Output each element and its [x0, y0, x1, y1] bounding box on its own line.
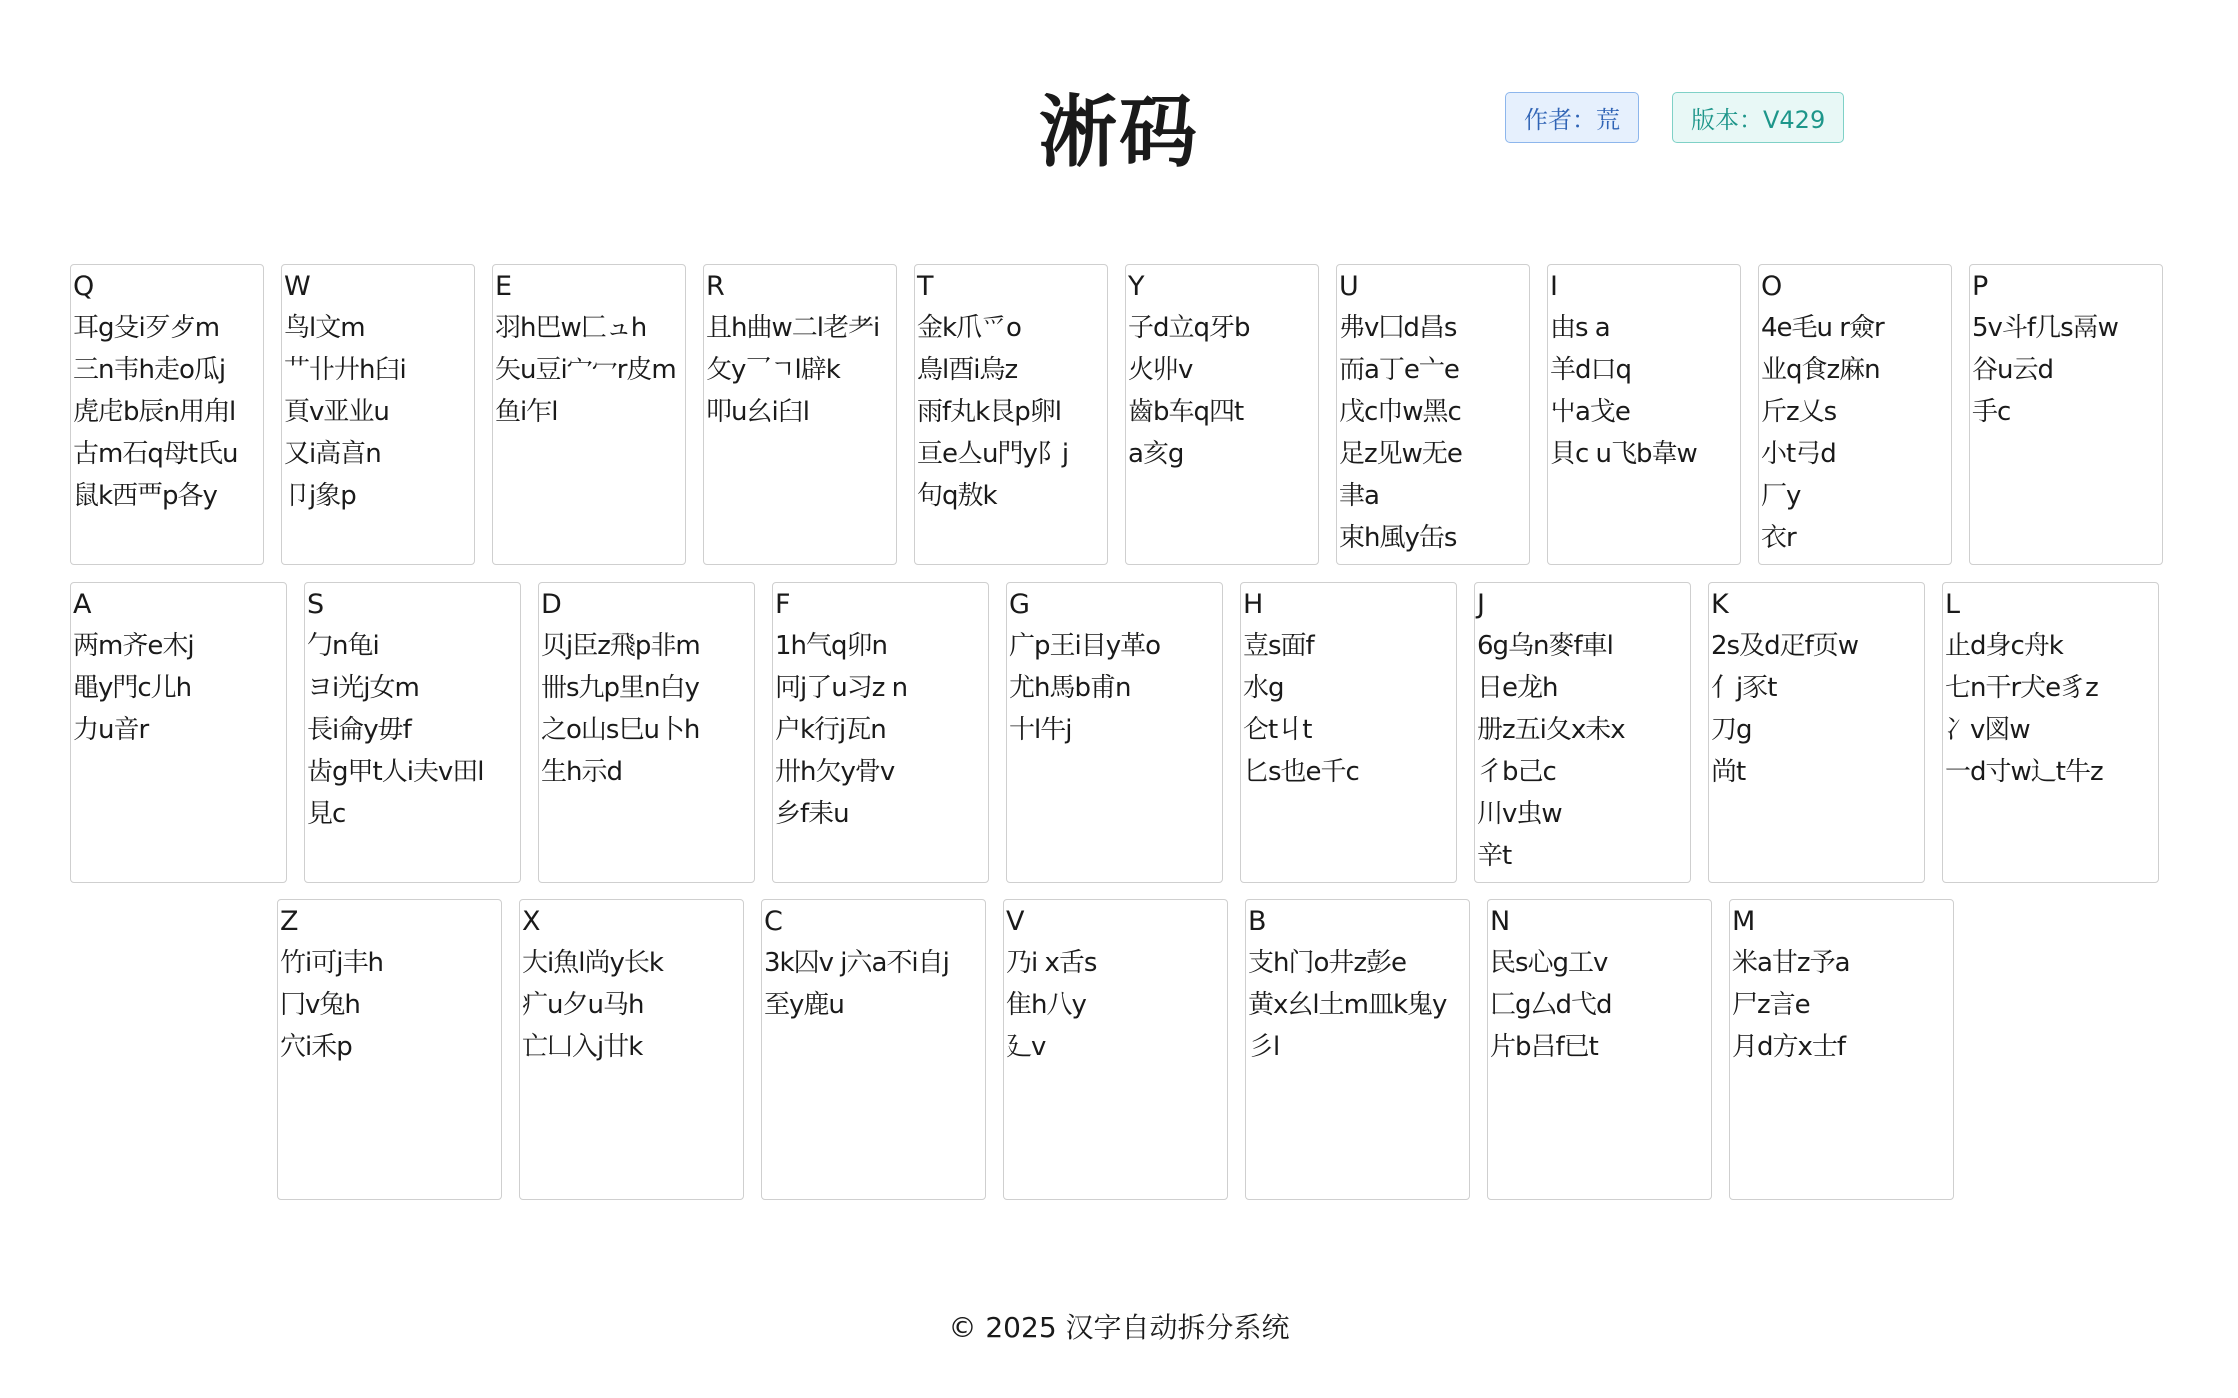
- key-letter: G: [1009, 589, 1030, 620]
- key-root-line: 足z见w无e: [1339, 439, 1462, 469]
- version-badge: 版本：V429: [1672, 92, 1844, 143]
- key-root-line: 子d立q牙b: [1128, 313, 1250, 343]
- key-root-line: 齿g甲t人i夫v田l: [307, 757, 484, 787]
- key-root-line: 疒u夕u马h: [522, 990, 644, 1020]
- key-root-line: 廴v: [1006, 1032, 1046, 1062]
- key-letter: P: [1972, 271, 1989, 302]
- author-badge: 作者：荒: [1505, 92, 1639, 143]
- key-card-p: [1969, 264, 2163, 565]
- key-root-line: 金k爪爫o: [917, 313, 1021, 343]
- key-root-line: 户k行j瓦n: [775, 715, 886, 745]
- key-card-g: [1006, 582, 1223, 883]
- key-root-line: 3k囚v j六a不i自j: [764, 948, 949, 978]
- key-card-l: [1942, 582, 2159, 883]
- key-root-line: a亥g: [1128, 439, 1184, 469]
- keyboard-row-3: [277, 899, 1954, 1200]
- key-root-line: 民s心g工v: [1490, 948, 1608, 978]
- key-letter: H: [1243, 589, 1264, 620]
- key-root-line: 谷u云d: [1972, 355, 2053, 385]
- key-root-line: ヨi光j女m: [307, 673, 419, 703]
- key-root-line: 册z五i夂x未x: [1477, 715, 1625, 745]
- keyboard-row-2: [70, 582, 2159, 883]
- key-card-t: [914, 264, 1108, 565]
- key-root-line: 冫v図w: [1945, 715, 2030, 745]
- key-root-line: 手c: [1972, 397, 2011, 427]
- key-root-line: 亘e亼u門y阝j: [917, 439, 1069, 469]
- key-card-b: [1245, 899, 1470, 1200]
- key-root-line: 三n韦h走o瓜j: [73, 355, 226, 385]
- key-letter: Q: [73, 271, 95, 302]
- key-card-k: [1708, 582, 1925, 883]
- key-card-z: [277, 899, 502, 1200]
- key-card-e: [492, 264, 686, 565]
- key-root-line: 見c: [307, 799, 346, 829]
- key-root-line: 刀g: [1711, 715, 1752, 745]
- key-letter: V: [1006, 906, 1025, 937]
- key-root-line: 而a丁e亠e: [1339, 355, 1459, 385]
- key-card-d: [538, 582, 755, 883]
- page-header: [0, 60, 2238, 178]
- key-root-line: 辛t: [1477, 841, 1512, 871]
- key-root-line: 业q食z麻n: [1761, 355, 1880, 385]
- key-root-line: 6g乌n麥f車l: [1477, 631, 1613, 661]
- key-root-line: 川v虫w: [1477, 799, 1562, 829]
- key-card-x: [519, 899, 744, 1200]
- key-root-line: 且h曲w二l老耂i: [706, 313, 880, 343]
- key-letter: J: [1477, 589, 1485, 620]
- key-root-line: 戊c巾w黑c: [1339, 397, 1461, 427]
- key-root-line: 止d身c舟k: [1945, 631, 2063, 661]
- key-root-line: 屮a戈e: [1550, 397, 1630, 427]
- key-root-line: 貝c u飞b韋w: [1550, 439, 1697, 469]
- key-card-q: [70, 264, 264, 565]
- key-root-line: 勹n龟i: [307, 631, 379, 661]
- key-root-line: 仑t丩t: [1243, 715, 1312, 745]
- key-letter: U: [1339, 271, 1359, 302]
- key-card-i: [1547, 264, 1741, 565]
- key-root-line: 乃i x舌s: [1006, 948, 1097, 978]
- key-root-line: 艹卝廾h臼i: [284, 355, 406, 385]
- key-letter: N: [1490, 906, 1511, 937]
- key-card-f: [772, 582, 989, 883]
- key-root-line: 一d寸w辶t牛z: [1945, 757, 2103, 787]
- key-root-line: 鼠k西覀p各y: [73, 481, 217, 511]
- key-root-line: 匚g厶d弋d: [1490, 990, 1612, 1020]
- key-root-line: 句q敖k: [917, 481, 997, 511]
- key-card-s: [304, 582, 521, 883]
- key-card-u: [1336, 264, 1530, 565]
- key-root-line: 耳g殳i歹歺m: [73, 313, 220, 343]
- key-root-line: 黄x幺l土m皿k鬼y: [1248, 990, 1447, 1020]
- key-root-line: 尤h馬b甫n: [1009, 673, 1131, 703]
- key-root-line: 米a甘z予a: [1732, 948, 1850, 978]
- key-root-line: 彡l: [1248, 1032, 1280, 1062]
- key-card-a: [70, 582, 287, 883]
- key-root-line: 厂y: [1761, 481, 1801, 511]
- key-root-line: 又i高亯n: [284, 439, 381, 469]
- key-letter: M: [1732, 906, 1756, 937]
- key-root-line: 广p王i目y革o: [1009, 631, 1161, 661]
- key-root-line: 两m齐e木j: [73, 631, 194, 661]
- key-letter: B: [1248, 906, 1267, 937]
- key-card-h: [1240, 582, 1457, 883]
- key-root-line: 壴s面f: [1243, 631, 1314, 661]
- key-root-line: 竹i可j丰h: [280, 948, 383, 978]
- key-root-line: 之o山s巳u卜h: [541, 715, 700, 745]
- key-root-line: 亻j豕t: [1711, 673, 1777, 703]
- key-letter: W: [284, 271, 311, 302]
- key-root-line: 大i魚l尚y长k: [522, 948, 663, 978]
- key-root-line: 1h气q卯n: [775, 631, 888, 661]
- key-letter: S: [307, 589, 325, 620]
- key-root-line: 七n干r犬e豸z: [1945, 673, 2098, 703]
- key-root-line: 卅h欠y骨v: [775, 757, 895, 787]
- key-root-line: 支h门o井z彭e: [1248, 948, 1407, 978]
- key-card-j: [1474, 582, 1691, 883]
- key-letter: K: [1711, 589, 1729, 620]
- key-root-line: 黽y門c儿h: [73, 673, 192, 703]
- key-root-line: 十l牛j: [1009, 715, 1072, 745]
- key-root-line: 古m石q母t氏u: [73, 439, 238, 469]
- key-root-line: 尸z言e: [1732, 990, 1810, 1020]
- key-root-line: 斤z乂s: [1761, 397, 1837, 427]
- key-letter: C: [764, 906, 783, 937]
- key-root-line: 5v斗f几s鬲w: [1972, 313, 2118, 343]
- key-card-c: [761, 899, 986, 1200]
- key-card-w: [281, 264, 475, 565]
- key-root-line: 亡凵入j廿k: [522, 1032, 643, 1062]
- key-root-line: 力u音r: [73, 715, 149, 745]
- key-root-line: 日e龙h: [1477, 673, 1558, 703]
- key-root-line: 聿a: [1339, 481, 1379, 511]
- key-root-line: 月d方x士f: [1732, 1032, 1846, 1062]
- key-letter: I: [1550, 271, 1558, 302]
- page-title: 淅码: [1038, 88, 1199, 178]
- key-root-line: 雨f丸k艮p卵l: [917, 397, 1061, 427]
- key-root-line: 頁v亚业u: [284, 397, 389, 427]
- key-root-line: 穴i禾p: [280, 1032, 352, 1062]
- key-root-line: 鳥l酉i烏z: [917, 355, 1018, 385]
- key-root-line: 衣r: [1761, 523, 1796, 553]
- key-letter: E: [495, 271, 513, 302]
- key-letter: L: [1945, 589, 1961, 620]
- key-letter: Y: [1128, 271, 1145, 302]
- key-card-r: [703, 264, 897, 565]
- key-root-line: 彳b己c: [1477, 757, 1556, 787]
- key-root-line: 片b吕f已t: [1490, 1032, 1598, 1062]
- key-root-line: 虎虍b辰n用甪l: [73, 397, 236, 427]
- key-root-line: 生h示d: [541, 757, 622, 787]
- key-card-v: [1003, 899, 1228, 1200]
- key-root-line: 冋j了u习z n: [775, 673, 908, 703]
- key-root-line: 鸟l文m: [284, 313, 365, 343]
- key-root-line: 長i侖y毋f: [307, 715, 411, 745]
- key-letter: O: [1761, 271, 1783, 302]
- key-root-line: 至y鹿u: [764, 990, 844, 1020]
- key-root-line: 齒b车q四t: [1128, 397, 1244, 427]
- key-root-line: 羽h巴w匚ュh: [495, 313, 647, 343]
- key-letter: A: [73, 589, 92, 620]
- key-root-line: 矢u豆i宀冖r皮m: [495, 355, 676, 385]
- key-card-n: [1487, 899, 1712, 1200]
- key-root-line: 隹h八y: [1006, 990, 1086, 1020]
- key-root-line: 贝j臣z飛p非m: [541, 631, 700, 661]
- keyboard-row-1: [70, 264, 2163, 565]
- key-letter: D: [541, 589, 562, 620]
- footer-copyright: © 2025 汉字自动拆分系统: [948, 1311, 1290, 1344]
- key-root-line: 匕s也e千c: [1243, 757, 1359, 787]
- key-card-o: [1758, 264, 1952, 565]
- key-root-line: 束h風y缶s: [1339, 523, 1457, 553]
- key-card-y: [1125, 264, 1319, 565]
- key-root-line: 水g: [1243, 673, 1284, 703]
- key-root-line: 火丱v: [1128, 355, 1193, 385]
- key-letter: X: [522, 906, 541, 937]
- key-letter: Z: [280, 906, 299, 937]
- key-root-line: 2s及d疋f页w: [1711, 631, 1859, 661]
- key-root-line: 鱼i乍l: [495, 397, 558, 427]
- key-root-line: 4e毛u r僉r: [1761, 313, 1884, 343]
- key-root-line: 叩u幺i臼l: [706, 397, 809, 427]
- key-letter: R: [706, 271, 725, 302]
- key-root-line: 卌s九p里n白y: [541, 673, 699, 703]
- key-root-line: 弗v囗d昌s: [1339, 313, 1457, 343]
- key-root-line: 尚t: [1711, 757, 1746, 787]
- key-card-m: [1729, 899, 1954, 1200]
- key-letter: T: [917, 271, 934, 302]
- key-root-line: 由s a: [1550, 313, 1610, 343]
- key-root-line: 羊d口q: [1550, 355, 1632, 385]
- key-letter: F: [775, 589, 791, 620]
- key-root-line: 攵y乛ㄱl辟k: [706, 355, 840, 385]
- key-root-line: 乡f耒u: [775, 799, 849, 829]
- key-root-line: 小t弓d: [1761, 439, 1836, 469]
- header-badges: [1505, 92, 1844, 143]
- key-root-line: 冂v兔h: [280, 990, 360, 1020]
- key-root-line: 卩j象p: [284, 481, 356, 511]
